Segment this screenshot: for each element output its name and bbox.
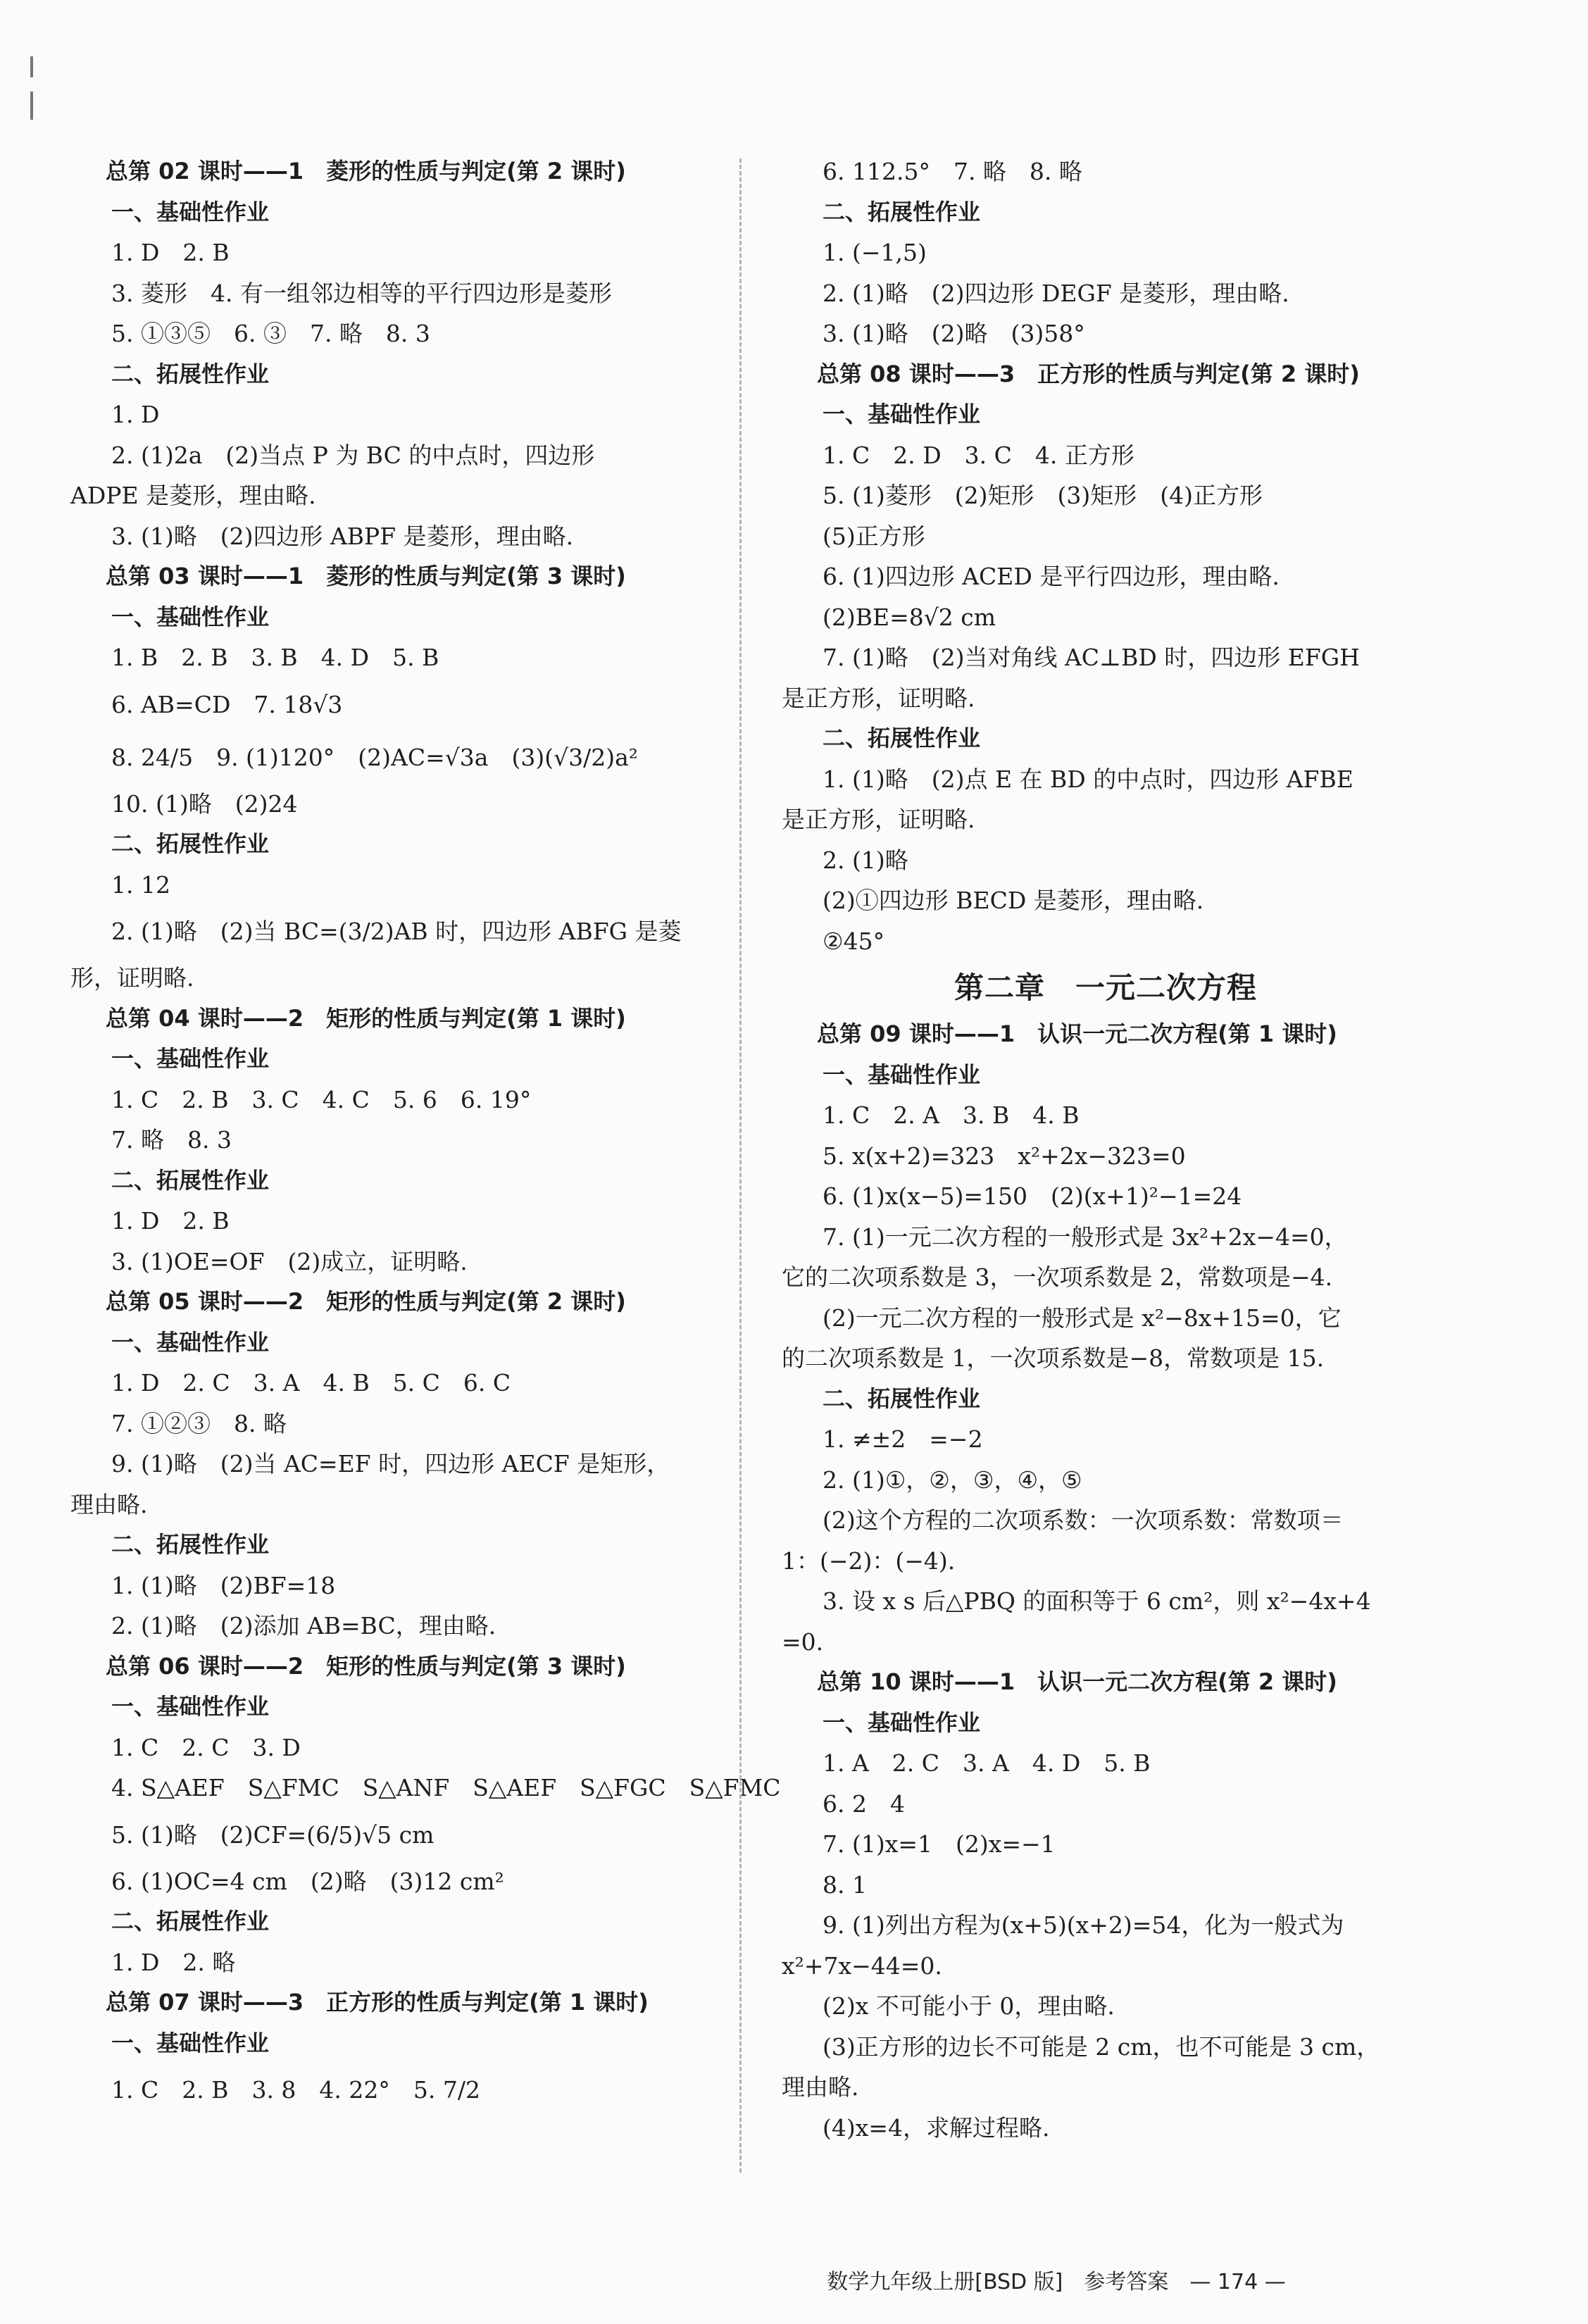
answer-line: 1. D 2. B: [111, 239, 230, 266]
answer-line: 理由略.: [70, 1490, 148, 1518]
answer-line: 3. 菱形 4. 有一组邻边相等的平行四边形是菱形: [111, 279, 612, 307]
answer-line: 3. (1)略 (2)略 (3)58°: [823, 320, 1085, 347]
answer-line: 7. ①②③ 8. 略: [111, 1409, 287, 1437]
answer-line: 1. C 2. A 3. B 4. B: [823, 1101, 1080, 1129]
answer-line: 7. (1)一元二次方程的一般形式是 3x²+2x−4=0，: [823, 1223, 1348, 1251]
answer-line: (2)一元二次方程的一般形式是 x²−8x+15=0，它: [823, 1304, 1342, 1332]
edge-mark: [30, 56, 33, 77]
answer-line: 1. C 2. D 3. C 4. 正方形: [823, 441, 1134, 469]
answer-line: ②45°: [823, 927, 885, 955]
answer-line: 4. S△AEF S△FMC S△ANF S△AEF S△FGC S△FMC: [111, 1774, 781, 1801]
answer-line: (2)这个方程的二次项系数：一次项系数：常数项＝: [823, 1506, 1344, 1534]
answer-line: 1. D 2. B: [111, 1207, 230, 1235]
lesson-heading: 总第 04 课时——2 矩形的性质与判定(第 1 课时): [106, 1004, 626, 1032]
lesson-heading: 总第 07 课时——3 正方形的性质与判定(第 1 课时): [106, 1989, 649, 2016]
answer-line: 3. 设 x s 后△PBQ 的面积等于 6 cm²，则 x²−4x+4: [823, 1587, 1371, 1615]
answer-line: 6. 2 4: [823, 1789, 905, 1818]
section-heading: 二、拓展性作业: [111, 360, 270, 387]
answer-line: 形，证明略.: [70, 964, 194, 992]
answer-line: 2. (1)①，②，③，④，⑤: [823, 1466, 1082, 1494]
answer-line: 7. (1)略 (2)当对角线 AC⊥BD 时，四边形 EFGH: [823, 644, 1360, 671]
answer-line: x²+7x−44=0.: [782, 1951, 942, 1980]
answer-line: 1. C 2. B 3. 8 4. 22° 5. 7/2: [111, 2076, 480, 2104]
answer-line: 1. D: [111, 401, 160, 428]
section-heading: 一、基础性作业: [111, 1045, 270, 1072]
answer-line: (4)x=4，求解过程略.: [823, 2113, 1050, 2142]
answer-line: 1：(−2)：(−4).: [782, 1547, 956, 1575]
chapter-title: 第二章 一元二次方程: [954, 970, 1257, 1005]
answer-line: 9. (1)略 (2)当 AC=EF 时，四边形 AECF 是矩形，: [111, 1450, 670, 1478]
answer-line: 1. (1)略 (2)点 E 在 BD 的中点时，四边形 AFBE: [823, 765, 1353, 793]
section-heading: 一、基础性作业: [111, 2029, 270, 2056]
section-heading: 一、基础性作业: [111, 198, 270, 225]
section-heading: 一、基础性作业: [823, 1061, 981, 1088]
section-heading: 二、拓展性作业: [111, 1531, 270, 1558]
answer-line: 1. 12: [111, 870, 170, 899]
section-heading: 二、拓展性作业: [823, 1385, 981, 1412]
lesson-heading: 总第 08 课时——3 正方形的性质与判定(第 2 课时): [817, 360, 1360, 387]
answer-line: (2)BE=8√2 cm: [823, 603, 996, 631]
answer-line: 1. A 2. C 3. A 4. D 5. B: [823, 1749, 1151, 1777]
answer-line: 6. 112.5° 7. 略 8. 略: [823, 158, 1082, 185]
answer-line: 2. (1)略 (2)四边形 DEGF 是菱形，理由略.: [823, 279, 1289, 307]
section-heading: 二、拓展性作业: [823, 198, 981, 225]
answer-line: 5. ①③⑤ 6. ③ 7. 略 8. 3: [111, 320, 430, 347]
answer-line: 2. (1)略: [823, 846, 908, 874]
section-heading: 二、拓展性作业: [823, 725, 981, 751]
answer-line: 1. B 2. B 3. B 4. D 5. B: [111, 644, 439, 671]
left-column: [70, 151, 781, 2116]
right-column: [782, 151, 1430, 2148]
answer-line: (2)①四边形 BECD 是菱形，理由略.: [823, 887, 1204, 914]
section-heading: 二、拓展性作业: [111, 1166, 270, 1194]
answer-line: 理由略.: [782, 2073, 859, 2101]
column-divider: [739, 158, 742, 2173]
section-heading: 二、拓展性作业: [111, 1908, 270, 1935]
answer-line: 6. (1)OC=4 cm (2)略 (3)12 cm²: [111, 1867, 504, 1895]
answer-line: 是正方形，证明略.: [782, 684, 975, 712]
section-heading: 二、拓展性作业: [111, 830, 270, 857]
answer-line: 1. C 2. C 3. D: [111, 1733, 301, 1761]
answer-line: 3. (1)OE=OF (2)成立，证明略.: [111, 1247, 468, 1275]
answer-line: 6. (1)四边形 ACED 是平行四边形，理由略.: [823, 563, 1280, 590]
answer-line: 6. (1)x(x−5)=150 (2)(x+1)²−1=24: [823, 1182, 1242, 1210]
section-heading: 一、基础性作业: [111, 1328, 270, 1356]
answer-line: 9. (1)列出方程为(x+5)(x+2)=54，化为一般式为: [823, 1911, 1344, 1939]
answer-line: 7. 略 8. 3: [111, 1126, 232, 1154]
lesson-heading: 总第 06 课时——2 矩形的性质与判定(第 3 课时): [106, 1652, 626, 1680]
answer-line: 6. AB=CD 7. 18√3: [111, 690, 343, 718]
answer-line: (5)正方形: [823, 522, 925, 550]
answer-line: 1. D 2. C 3. A 4. B 5. C 6. C: [111, 1369, 511, 1397]
lesson-heading: 总第 02 课时——1 菱形的性质与判定(第 2 课时): [106, 158, 626, 185]
lesson-heading: 总第 09 课时——1 认识一元二次方程(第 1 课时): [817, 1020, 1337, 1047]
page-footer: 数学九年级上册[BSD 版] 参考答案 — 174 —: [827, 2270, 1286, 2294]
answer-line: (3)正方形的边长不可能是 2 cm，也不可能是 3 cm，: [823, 2032, 1380, 2061]
answer-line: (2)x 不可能小于 0，理由略.: [823, 1992, 1115, 2020]
answer-line: 5. (1)菱形 (2)矩形 (3)矩形 (4)正方形: [823, 482, 1263, 509]
answer-line: 2. (1)略 (2)添加 AB=BC，理由略.: [111, 1612, 496, 1639]
answer-line: ADPE 是菱形，理由略.: [70, 482, 316, 509]
edge-mark: [30, 92, 33, 120]
answer-line: 2. (1)略 (2)当 BC=(3/2)AB 时，四边形 ABFG 是菱: [111, 918, 682, 945]
answer-line: 的二次项系数是 1，一次项系数是−8，常数项是 15.: [782, 1344, 1325, 1372]
lesson-heading: 总第 05 课时——2 矩形的性质与判定(第 2 课时): [106, 1288, 626, 1315]
answer-line: 1. ≠±2 =−2: [823, 1425, 983, 1453]
section-heading: 一、基础性作业: [111, 1693, 270, 1720]
section-heading: 一、基础性作业: [111, 603, 270, 630]
answer-line: 1. D 2. 略: [111, 1948, 236, 1976]
answer-line: 是正方形，证明略.: [782, 806, 975, 833]
answer-line: 5. x(x+2)=323 x²+2x−323=0: [823, 1142, 1186, 1170]
section-heading: 一、基础性作业: [823, 1708, 981, 1736]
answer-line: 8. 24/5 9. (1)120° (2)AC=√3a (3)(√3/2)a²: [111, 743, 638, 771]
lesson-heading: 总第 10 课时——1 认识一元二次方程(第 2 课时): [817, 1668, 1337, 1695]
answer-line: 5. (1)略 (2)CF=(6/5)√5 cm: [111, 1820, 434, 1849]
answer-line: 3. (1)略 (2)四边形 ABPF 是菱形，理由略.: [111, 522, 574, 550]
answer-line: 10. (1)略 (2)24: [111, 789, 298, 818]
answer-line: 1. (1)略 (2)BF=18: [111, 1571, 336, 1599]
answer-line: 它的二次项系数是 3，一次项系数是 2，常数项是−4.: [782, 1263, 1333, 1291]
section-heading: 一、基础性作业: [823, 401, 981, 427]
answer-line: 1. (−1,5): [823, 239, 927, 266]
answer-line: 2. (1)2a (2)当点 P 为 BC 的中点时，四边形: [111, 441, 595, 469]
lesson-heading: 总第 03 课时——1 菱形的性质与判定(第 3 课时): [106, 563, 626, 589]
answer-line: 7. (1)x=1 (2)x=−1: [823, 1830, 1056, 1858]
answer-line: =0.: [782, 1628, 824, 1656]
answer-line: 1. C 2. B 3. C 4. C 5. 6 6. 19°: [111, 1085, 532, 1113]
answer-line: 8. 1: [823, 1870, 867, 1899]
